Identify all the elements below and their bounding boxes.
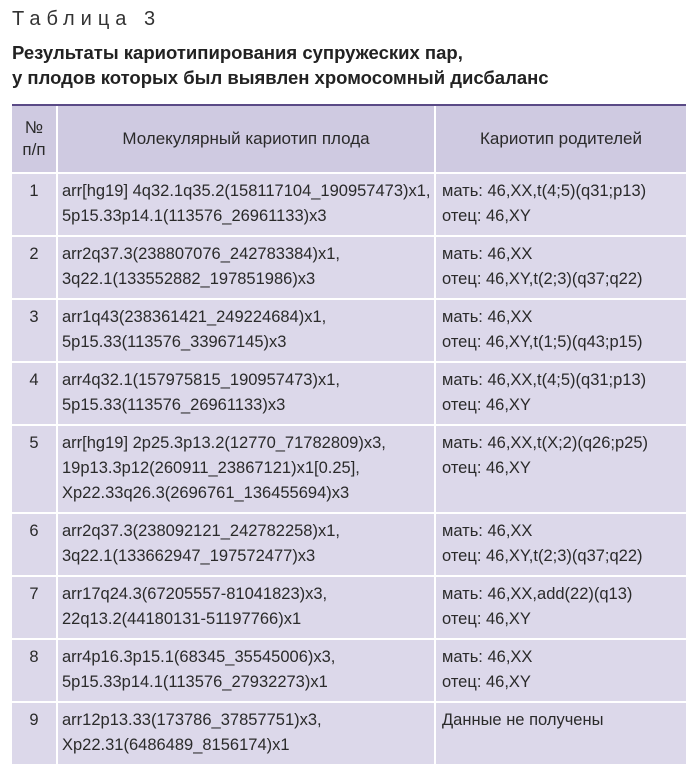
- parents-karyotype-line: мать: 46,XX,t(4;5)(q31;p13): [442, 371, 647, 389]
- header-karyotype: Молекулярный кариотип плода: [56, 106, 434, 174]
- fetal-karyotype-line: Xp22.31(6486489_8156174)x1: [62, 736, 290, 754]
- parents-karyotype-cell: [434, 426, 686, 514]
- fetal-karyotype-cell: [56, 363, 434, 426]
- parents-karyotype-line: мать: 46,XX,t(X;2)(q26;p25): [442, 434, 648, 452]
- caption-line-2: у плодов которых был выявлен хромосомный дисбаланс: [12, 67, 549, 88]
- row-number: 9: [12, 703, 56, 766]
- table-body: [12, 174, 686, 766]
- fetal-karyotype-line: arr4p16.3p15.1(68345_35545006)x3,: [62, 648, 336, 666]
- parents-karyotype-line: Данные не получены: [442, 711, 604, 729]
- parents-karyotype-line: отец: 46,XY: [442, 396, 531, 414]
- fetal-karyotype-line: arr17q24.3(67205557-81041823)x3,: [62, 585, 328, 603]
- parents-karyotype-line: отец: 46,XY,t(2;3)(q37;q22): [442, 547, 643, 565]
- header-number-line-1: №: [24, 118, 44, 137]
- fetal-karyotype-cell: [56, 640, 434, 703]
- fetal-karyotype-line: 3q22.1(133552882_197851986)x3: [62, 270, 316, 288]
- parents-karyotype-line: отец: 46,XY: [442, 610, 531, 628]
- fetal-karyotype-line: 5p15.33p14.1(113576_27932273)x1: [62, 673, 328, 691]
- parents-karyotype-line: мать: 46,XX: [442, 308, 533, 326]
- caption-line-1: Результаты кариотипирования супружеских пар,: [12, 42, 463, 63]
- row-number: 7: [12, 577, 56, 640]
- fetal-karyotype-line: 3q22.1(133662947_197572477)x3: [62, 547, 316, 565]
- fetal-karyotype-cell: [56, 514, 434, 577]
- table-row: [12, 426, 686, 514]
- row-number: 6: [12, 514, 56, 577]
- table-row: [12, 300, 686, 363]
- fetal-karyotype-line: arr4q32.1(157975815_190957473)x1,: [62, 371, 340, 389]
- parents-karyotype-line: отец: 46,XY,t(1;5)(q43;p15): [442, 333, 643, 351]
- fetal-karyotype-cell: [56, 703, 434, 766]
- fetal-karyotype-line: 5p15.33p14.1(113576_26961133)x3: [62, 207, 327, 225]
- parents-karyotype-line: мать: 46,XX: [442, 245, 533, 263]
- fetal-karyotype-cell: [56, 174, 434, 237]
- parents-karyotype-line: мать: 46,XX: [442, 648, 533, 666]
- table-row: [12, 577, 686, 640]
- fetal-karyotype-line: 5p15.33(113576_26961133)x3: [62, 396, 286, 414]
- table-label: Таблица 3: [12, 8, 162, 30]
- row-number: 3: [12, 300, 56, 363]
- parents-karyotype-cell: [434, 363, 686, 426]
- row-number: 2: [12, 237, 56, 300]
- table-row: [12, 237, 686, 300]
- fetal-karyotype-cell: [56, 426, 434, 514]
- fetal-karyotype-line: 22q13.2(44180131-51197766)x1: [62, 610, 302, 628]
- fetal-karyotype-line: 19p13.3p12(260911_23867121)x1[0.25],: [62, 459, 360, 477]
- parents-karyotype-line: мать: 46,XX,t(4;5)(q31;p13): [442, 182, 647, 200]
- parents-karyotype-cell: [434, 514, 686, 577]
- parents-karyotype-cell: [434, 640, 686, 703]
- parents-karyotype-cell: [434, 174, 686, 237]
- parents-karyotype-line: отец: 46,XY: [442, 207, 531, 225]
- fetal-karyotype-line: arr12p13.33(173786_37857751)x3,: [62, 711, 322, 729]
- table-row: [12, 363, 686, 426]
- parents-karyotype-line: мать: 46,XX,add(22)(q13): [442, 585, 633, 603]
- parents-karyotype-line: отец: 46,XY: [442, 459, 531, 477]
- table-row: [12, 703, 686, 766]
- header-number-line-2: п/п: [22, 140, 46, 159]
- fetal-karyotype-line: arr[hg19] 4q32.1q35.2(158117104_190957473)x1,: [62, 182, 431, 200]
- fetal-karyotype-line: arr2q37.3(238807076_242783384)x1,: [62, 245, 340, 263]
- karyotype-table: [12, 104, 686, 766]
- parents-karyotype-line: отец: 46,XY: [442, 673, 531, 691]
- row-number: 5: [12, 426, 56, 514]
- header-parents: Кариотип родителей: [434, 106, 686, 174]
- fetal-karyotype-line: arr2q37.3(238092121_242782258)x1,: [62, 522, 340, 540]
- parents-karyotype-cell: [434, 237, 686, 300]
- parents-karyotype-line: мать: 46,XX: [442, 522, 533, 540]
- fetal-karyotype-line: arr1q43(238361421_249224684)x1,: [62, 308, 327, 326]
- fetal-karyotype-line: 5p15.33(113576_33967145)x3: [62, 333, 287, 351]
- fetal-karyotype-cell: [56, 300, 434, 363]
- row-number: 1: [12, 174, 56, 237]
- table-row: [12, 174, 686, 237]
- parents-karyotype-cell: [434, 300, 686, 363]
- fetal-karyotype-cell: [56, 237, 434, 300]
- row-number: 8: [12, 640, 56, 703]
- parents-karyotype-cell: [434, 577, 686, 640]
- parents-karyotype-cell: [434, 703, 686, 766]
- fetal-karyotype-line: Xp22.33q26.3(2696761_136455694)x3: [62, 484, 350, 502]
- table-row: [12, 514, 686, 577]
- parents-karyotype-line: отец: 46,XY,t(2;3)(q37;q22): [442, 270, 643, 288]
- fetal-karyotype-cell: [56, 577, 434, 640]
- row-number: 4: [12, 363, 56, 426]
- table-caption: [12, 40, 692, 90]
- fetal-karyotype-line: arr[hg19] 2p25.3p13.2(12770_71782809)x3,: [62, 434, 386, 452]
- table-row: [12, 640, 686, 703]
- header-number: [12, 106, 56, 174]
- table-header-row: [12, 106, 686, 174]
